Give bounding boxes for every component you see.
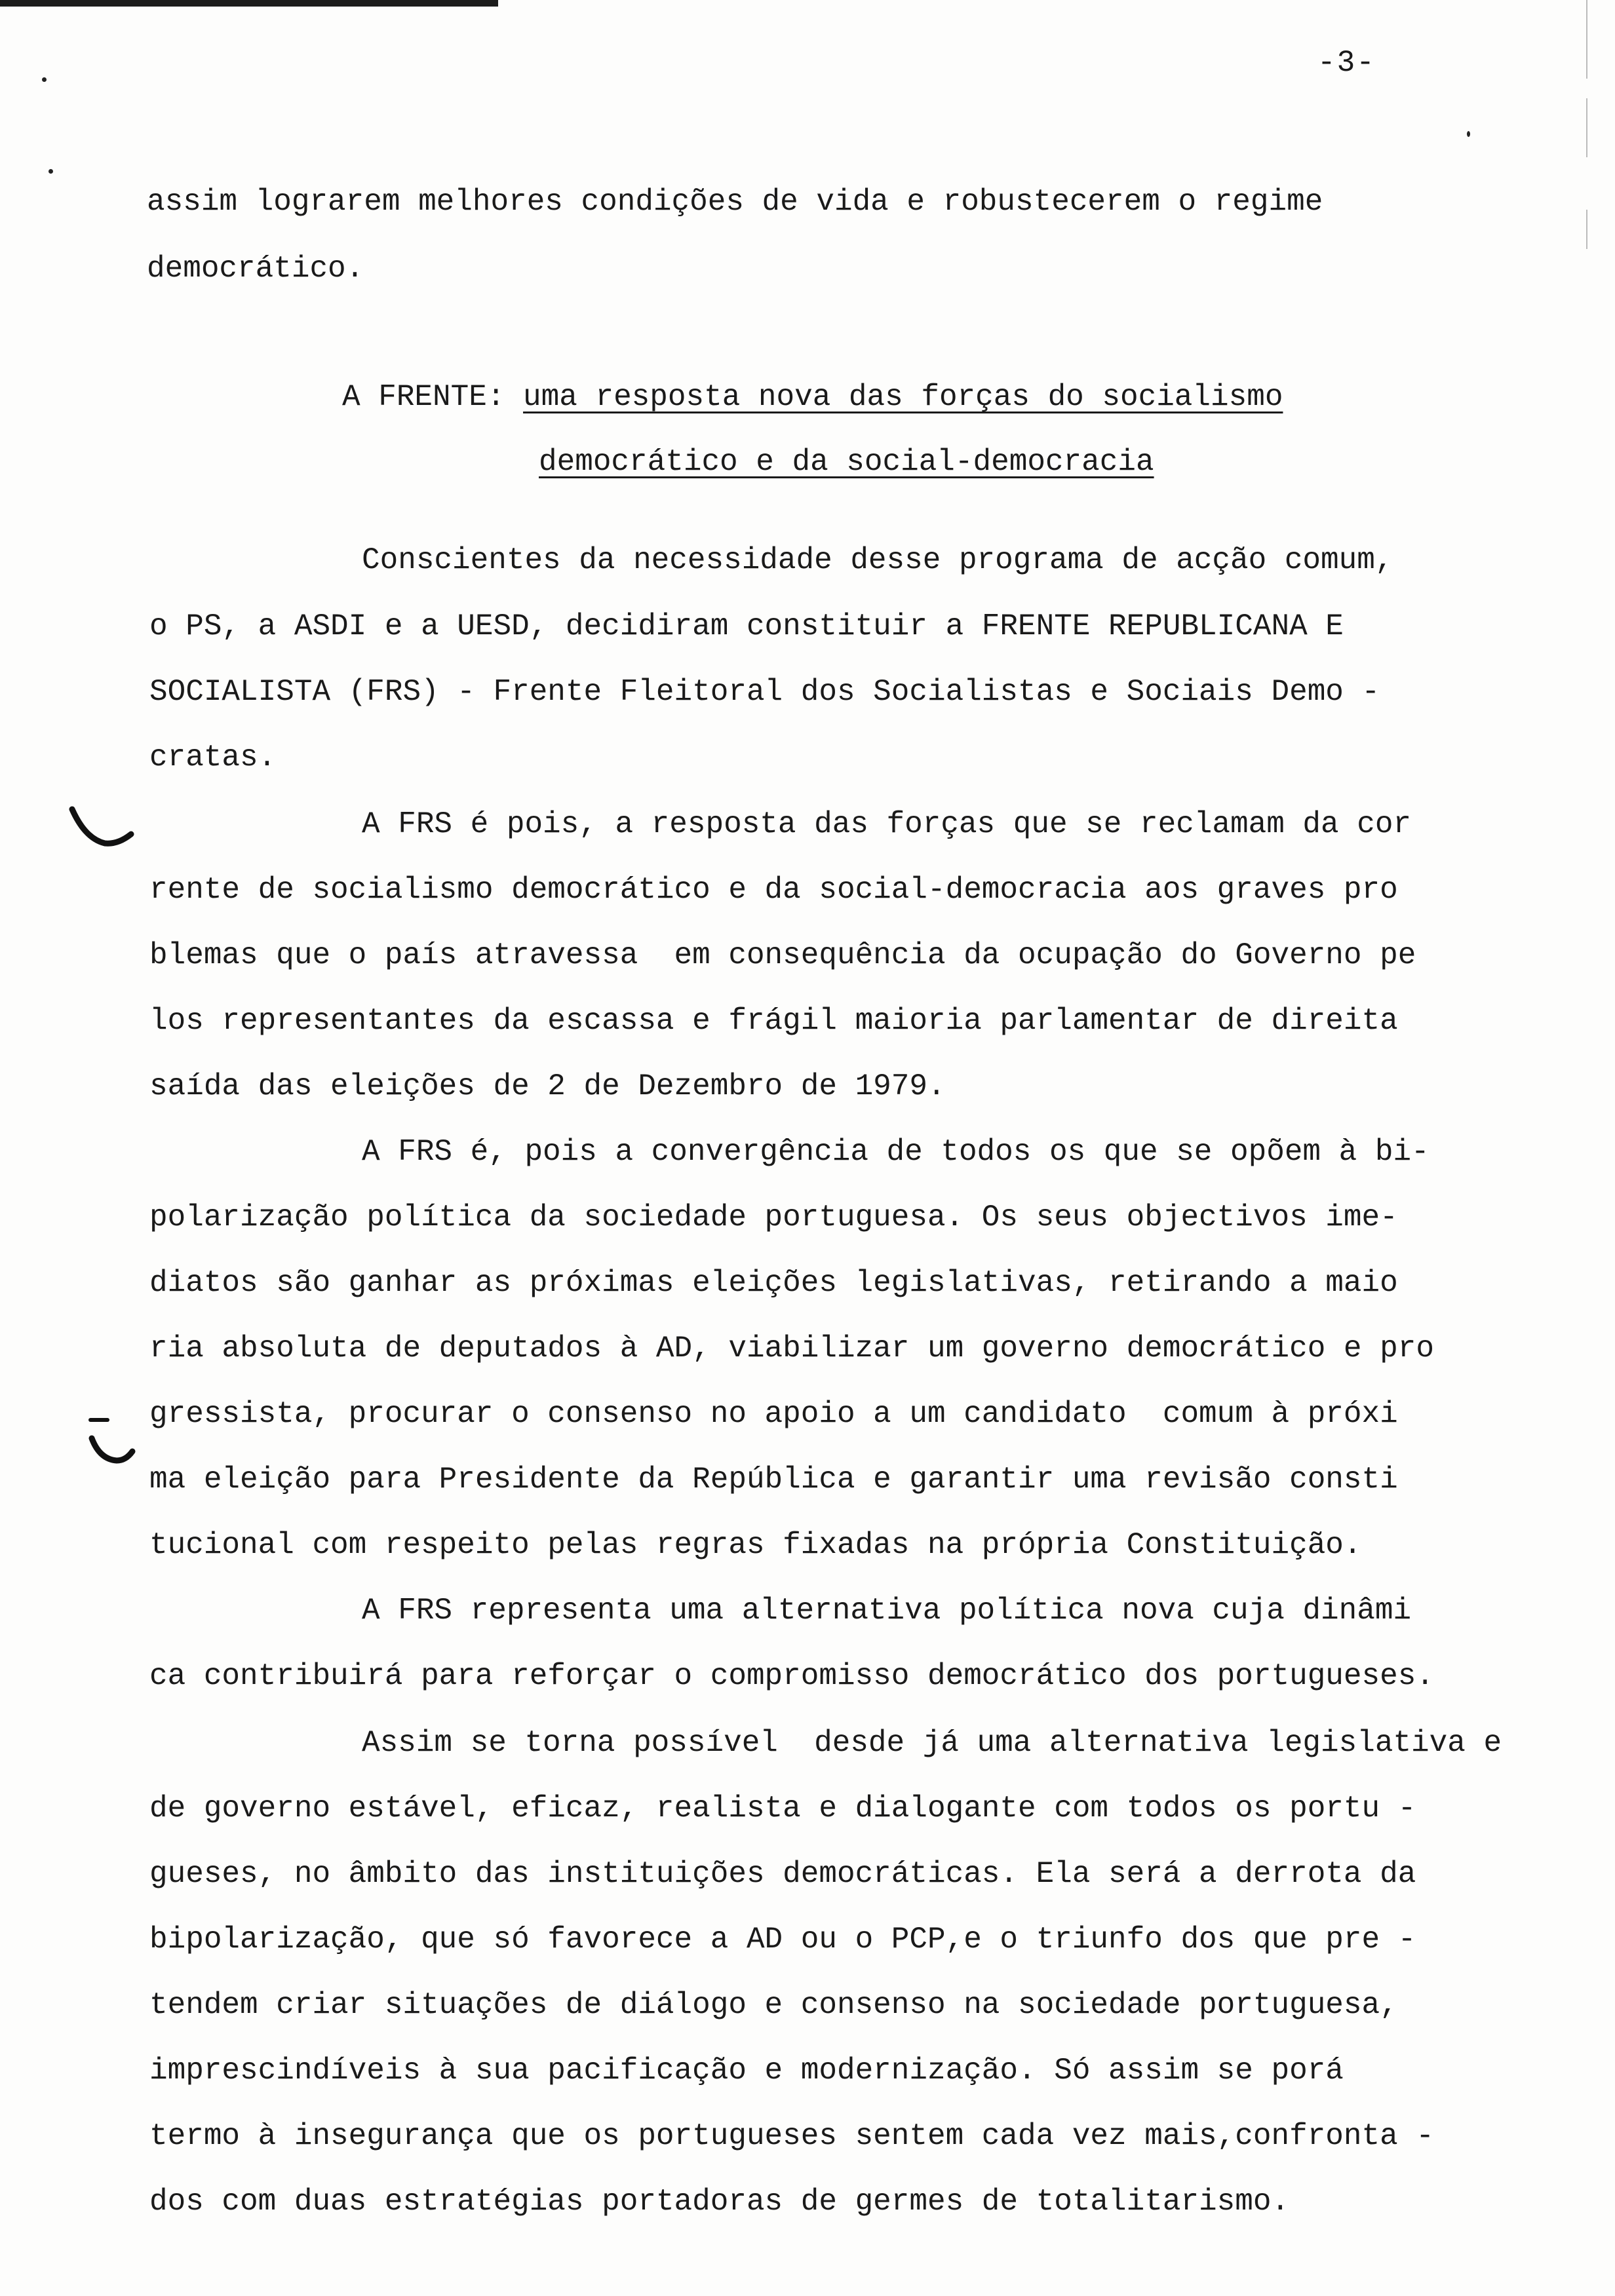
scan-edge-mark — [1586, 0, 1587, 79]
text-line: tucional com respeito pelas regras fixadas na própria Constituição. — [149, 1528, 1362, 1562]
page-number: -3- — [1317, 46, 1376, 80]
section-title-prefix: A FRENTE: — [342, 380, 524, 414]
text-line: diatos são ganhar as próximas eleições legislativas, retirando a maio — [149, 1266, 1398, 1300]
text-line: ca contribuirá para reforçar o compromisso democrático dos portugueses. — [149, 1659, 1434, 1693]
text-line: A FRS é pois, a resposta das forças que se reclamam da cor — [362, 807, 1412, 841]
text-line: gueses, no âmbito das instituições democráticas. Ela será a derrota da — [149, 1857, 1416, 1891]
section-title-underlined: uma resposta nova das forças do socialismo — [523, 380, 1283, 414]
handwritten-tick-mark — [85, 1406, 138, 1478]
text-line: blemas que o país atravessa em consequência da ocupação do Governo pe — [149, 938, 1416, 972]
section-title-underlined: democrático e da social-democracia — [539, 445, 1154, 479]
text-line: los representantes da escassa e frágil maioria parlamentar de direita — [149, 1004, 1398, 1038]
top-scan-rule — [0, 0, 498, 7]
handwritten-tick-mark — [66, 803, 138, 855]
text-line: gressista, procurar o consenso no apoio a um candidato comum à próxi — [149, 1397, 1398, 1431]
text-line: imprescindíveis à sua pacificação e modernização. Só assim se porá — [149, 2054, 1344, 2088]
ink-speck — [49, 169, 53, 174]
text-line: Assim se torna possível desde já uma alternativa legislativa e — [362, 1726, 1502, 1760]
section-title-line-2 — [539, 447, 1154, 477]
text-line: de governo estável, eficaz, realista e dialogante com todos os portu - — [149, 1791, 1416, 1826]
text-line: assim lograrem melhores condições de vida e robustecerem o regime — [147, 185, 1323, 219]
text-line: dos com duas estratégias portadoras de germes de totalitarismo. — [149, 2185, 1290, 2219]
text-line: polarização política da sociedade portuguesa. Os seus objectivos ime- — [149, 1200, 1398, 1234]
section-title-line-1 — [342, 382, 1283, 412]
text-line: tendem criar situações de diálogo e consenso na sociedade portuguesa, — [149, 1988, 1398, 2022]
text-line: Conscientes da necessidade desse programa de acção comum, — [362, 543, 1393, 577]
scan-edge-mark — [1586, 210, 1587, 249]
text-line: bipolarização, que só favorece a AD ou o PCP,e o triunfo dos que pre - — [149, 1923, 1416, 1957]
text-line: A FRS é, pois a convergência de todos os que se opõem à bi- — [362, 1135, 1430, 1169]
text-line: o PS, a ASDI e a UESD, decidiram constituir a FRENTE REPUBLICANA E — [149, 609, 1344, 643]
text-line: rente de socialismo democrático e da social-democracia aos graves pro — [149, 873, 1398, 907]
text-line: SOCIALISTA (FRS) - Frente Fleitoral dos Socialistas e Sociais Demo - — [149, 675, 1380, 709]
text-line: ria absoluta de deputados à AD, viabilizar um governo democrático e pro — [149, 1331, 1434, 1366]
text-line: ma eleição para Presidente da República e garantir uma revisão consti — [149, 1463, 1398, 1497]
ink-speck — [1467, 131, 1470, 137]
text-line: A FRS representa uma alternativa política nova cuja dinâmi — [362, 1594, 1412, 1628]
text-line: saída das eleições de 2 de Dezembro de 1979. — [149, 1069, 946, 1103]
ink-speck — [42, 77, 47, 82]
scan-edge-mark — [1586, 98, 1587, 157]
text-line: termo à insegurança que os portugueses sentem cada vez mais,confronta - — [149, 2119, 1434, 2153]
text-line: democrático. — [147, 252, 364, 286]
text-line: cratas. — [149, 740, 277, 775]
